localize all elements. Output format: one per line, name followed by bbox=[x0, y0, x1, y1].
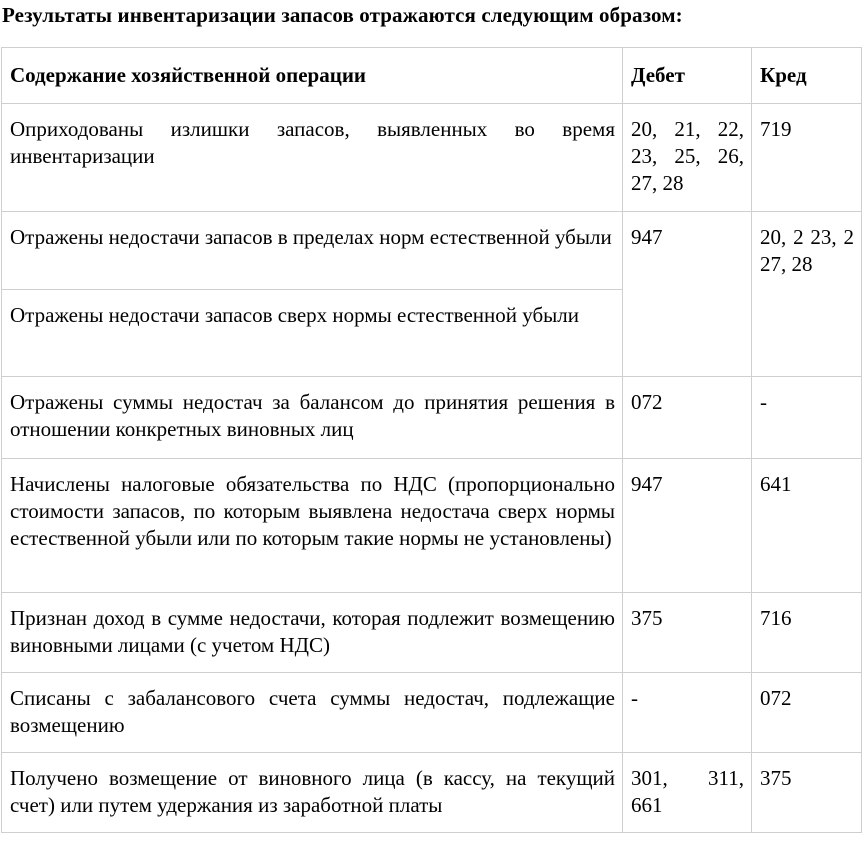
operation-cell: Отражены недостачи запасов сверх нормы естественной убыли bbox=[2, 290, 623, 377]
operation-cell: Начислены налоговые обязательства по НДС (пропорционально стоимости запасов, по которым выявлена недостача сверх нормы естественной убыли или по которым такие нормы не установлены) bbox=[2, 459, 623, 593]
header-operation: Содержание хозяйственной операции bbox=[2, 48, 623, 104]
header-credit: Кред bbox=[752, 48, 862, 104]
debit-cell: - bbox=[623, 673, 752, 753]
credit-cell: 20, 2 23, 2 27, 28 bbox=[752, 212, 862, 377]
operation-cell: Признан доход в сумме недостачи, которая подлежит возмещению виновными лицами (с учетом НДС) bbox=[2, 593, 623, 673]
operation-cell: Отражены недостачи запасов в пределах норм естественной убыли bbox=[2, 212, 623, 290]
debit-cell: 947 bbox=[623, 459, 752, 593]
credit-cell: 641 bbox=[752, 459, 862, 593]
debit-cell: 20, 21, 22, 23, 25, 26, 27, 28 bbox=[623, 104, 752, 212]
table-row bbox=[2, 104, 862, 212]
operation-cell: Оприходованы излишки запасов, выявленных во время инвентаризации bbox=[2, 104, 623, 212]
table-row bbox=[2, 673, 862, 753]
table-row bbox=[2, 459, 862, 593]
table-row bbox=[2, 212, 862, 290]
debit-cell: 375 bbox=[623, 593, 752, 673]
credit-cell: - bbox=[752, 377, 862, 459]
table-row bbox=[2, 593, 862, 673]
header-debit: Дебет bbox=[623, 48, 752, 104]
credit-cell: 375 bbox=[752, 753, 862, 833]
operation-cell: Отражены суммы недостач за балансом до принятия решения в отношении конкретных виновных лиц bbox=[2, 377, 623, 459]
credit-cell: 719 bbox=[752, 104, 862, 212]
operation-cell: Списаны с забалансового счета суммы недостач, подлежащие возмещению bbox=[2, 673, 623, 753]
page-title: Результаты инвентаризации запасов отражаются следующим образом: bbox=[2, 3, 683, 27]
operation-cell: Получено возмещение от виновного лица (в кассу, на текущий счет) или путем удержания из заработной платы bbox=[2, 753, 623, 833]
credit-cell: 716 bbox=[752, 593, 862, 673]
credit-cell: 072 bbox=[752, 673, 862, 753]
table-header-row bbox=[2, 48, 862, 104]
debit-cell: 947 bbox=[623, 212, 752, 377]
debit-cell: 301, 311, 661 bbox=[623, 753, 752, 833]
debit-cell: 072 bbox=[623, 377, 752, 459]
table-row bbox=[2, 753, 862, 833]
inventory-results-table bbox=[1, 47, 862, 833]
table-row bbox=[2, 377, 862, 459]
